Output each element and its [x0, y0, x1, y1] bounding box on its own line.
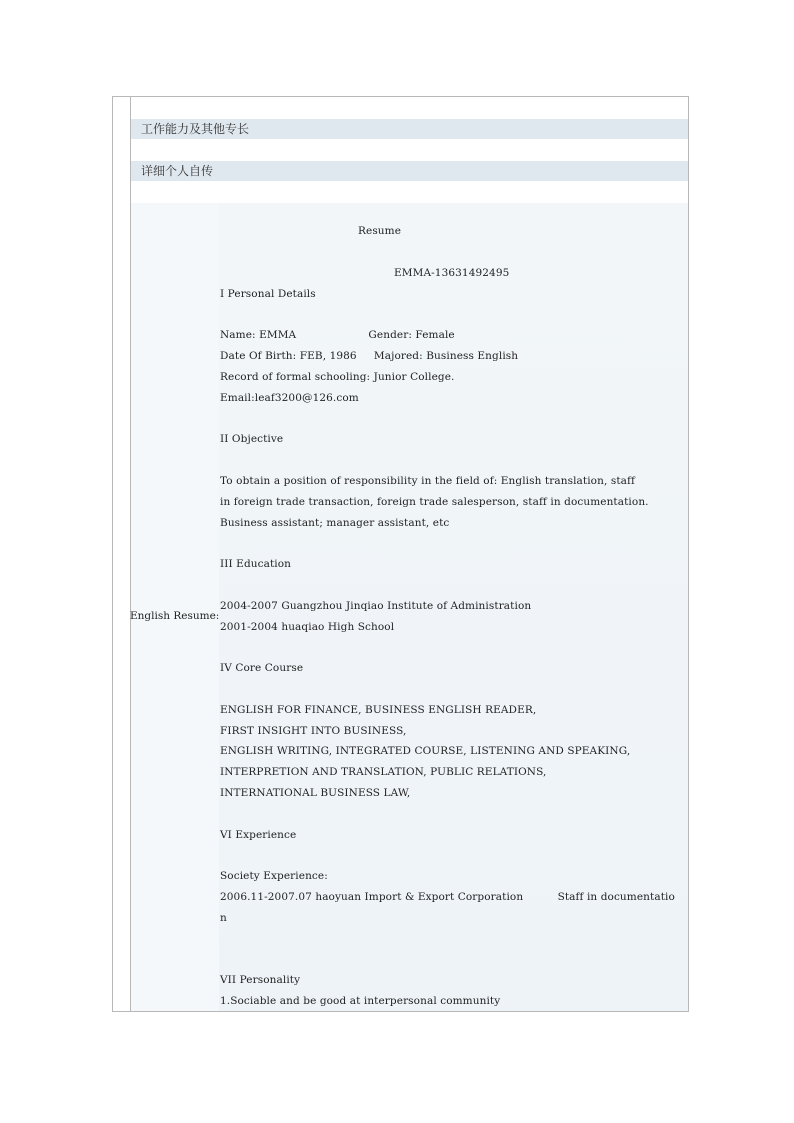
schooling-line: Record of formal schooling: Junior College. [220, 371, 455, 383]
objective-heading: II Objective [220, 433, 284, 445]
education-line-2: 2001-2004 huaqiao High School [220, 621, 395, 633]
experience-line-1: 2006.11-2007.07 haoyuan Import & Export Corporation Staff in documentatio [220, 891, 675, 903]
name-gender-line: Name: EMMA Gender: Female [220, 329, 455, 341]
resume-id-line: EMMA-13631492495 [394, 267, 510, 279]
core-course-line-2: FIRST INSIGHT INTO BUSINESS, [220, 725, 407, 737]
section-header-work-ability: 工作能力及其他专长 [131, 119, 689, 139]
objective-line-3: Business assistant; manager assistant, etc [220, 517, 450, 529]
personality-line-1: 1.Sociable and be good at interpersonal community [220, 995, 501, 1007]
resume-title: Resume [358, 225, 402, 237]
core-course-line-5: INTERNATIONAL BUSINESS LAW, [220, 787, 411, 799]
education-heading: III Education [220, 558, 292, 570]
dob-major-line: Date Of Birth: FEB, 1986 Majored: Business English [220, 350, 519, 362]
core-course-line-3: ENGLISH WRITING, INTEGRATED COURSE, LISTENING AND SPEAKING, [220, 745, 631, 757]
core-course-line-1: ENGLISH FOR FINANCE, BUSINESS ENGLISH READER, [220, 704, 537, 716]
objective-line-2: in foreign trade transaction, foreign trade salesperson, staff in documentation. [220, 496, 649, 508]
section-header-autobiography: 详细个人自传 [131, 161, 689, 181]
experience-heading: VI Experience [220, 829, 297, 841]
society-experience-heading: Society Experience: [220, 870, 328, 882]
core-course-line-4: INTERPRETION AND TRANSLATION, PUBLIC RELATIONS, [220, 766, 547, 778]
education-line-1: 2004-2007 Guangzhou Jinqiao Institute of Administration [220, 600, 532, 612]
english-resume-label: English Resume: [130, 610, 220, 622]
core-course-heading: IV Core Course [220, 662, 304, 674]
personal-details-heading: I Personal Details [220, 288, 316, 300]
objective-line-1: To obtain a position of responsibility in the field of: English translation, staff [220, 475, 635, 487]
personality-heading: VII Personality [220, 974, 301, 986]
experience-line-2: n [220, 912, 227, 924]
email-line: Email:leaf3200@126.com [220, 392, 359, 404]
resume-table [112, 96, 689, 1012]
